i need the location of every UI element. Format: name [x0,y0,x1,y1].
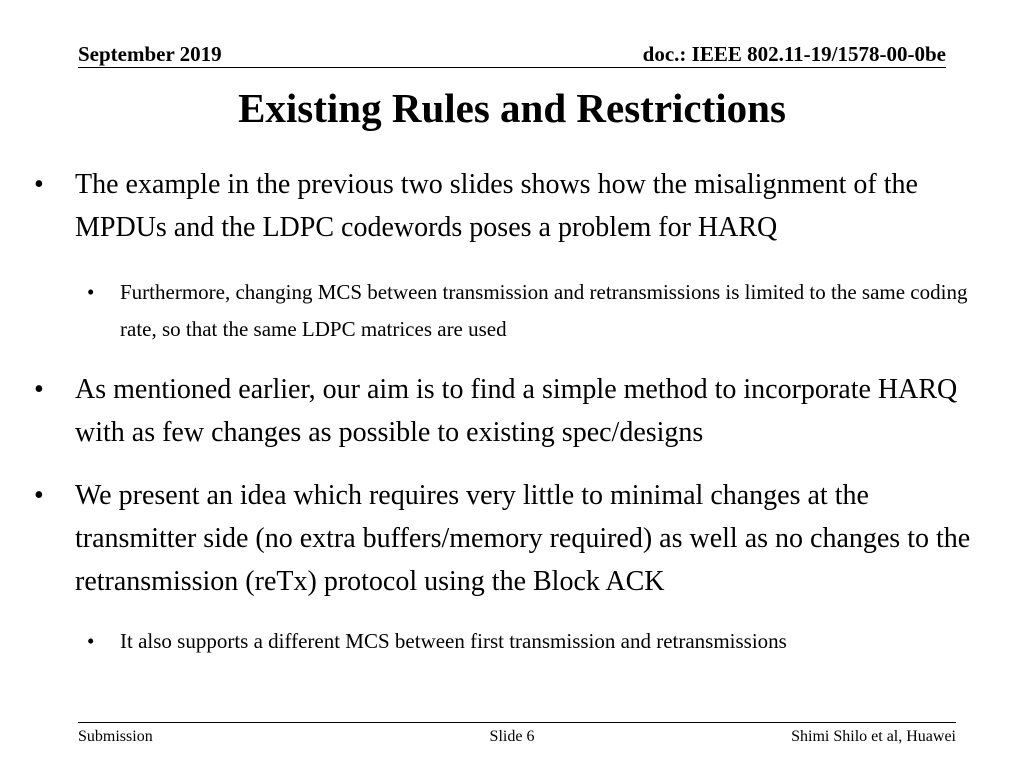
footer-divider [78,722,956,723]
bullet-dot-icon: • [34,480,44,511]
slide-title: Existing Rules and Restrictions [238,85,786,131]
sub-bullet-1 [0,274,1024,348]
header-date: September 2019 [78,42,222,66]
bullet-dot-icon: • [87,629,95,653]
bullet-text: As mentioned earlier, our aim is to find a simple method to incorporate HARQ with as few changes as possible to existing spec/designs [75,374,958,448]
bullet-1 [0,163,1024,249]
bullet-3 [0,474,1024,603]
bullet-text: Furthermore, changing MCS between transmission and retransmissions is limited to the same coding rate, so that the same LDPC matrices are used [120,280,968,341]
header-doc-id: doc.: IEEE 802.11-19/1578-00-0be [642,42,946,66]
footer-submission: Submission [78,728,153,745]
bullet-2 [0,368,1024,454]
sub-bullet-2 [0,623,1024,660]
bullet-dot-icon: • [34,374,44,405]
bullet-dot-icon: • [87,280,95,304]
header-divider [78,67,946,68]
bullet-text: We present an idea which requires very little to minimal changes at the transmitter side (no extra buffers/memory required) as well as no changes to the retransmission (reTx) protocol using the Block ACK [75,480,971,597]
bullet-text: The example in the previous two slides shows how the misalignment of the MPDUs and the LDPC codewords poses a problem for HARQ [75,169,918,243]
slide-body [0,163,1024,660]
footer-author: Shimi Shilo et al, Huawei [791,728,956,745]
footer-slide-number: Slide 6 [489,728,535,745]
bullet-text: It also supports a different MCS between first transmission and retransmissions [120,629,787,653]
bullet-dot-icon: • [34,169,44,200]
